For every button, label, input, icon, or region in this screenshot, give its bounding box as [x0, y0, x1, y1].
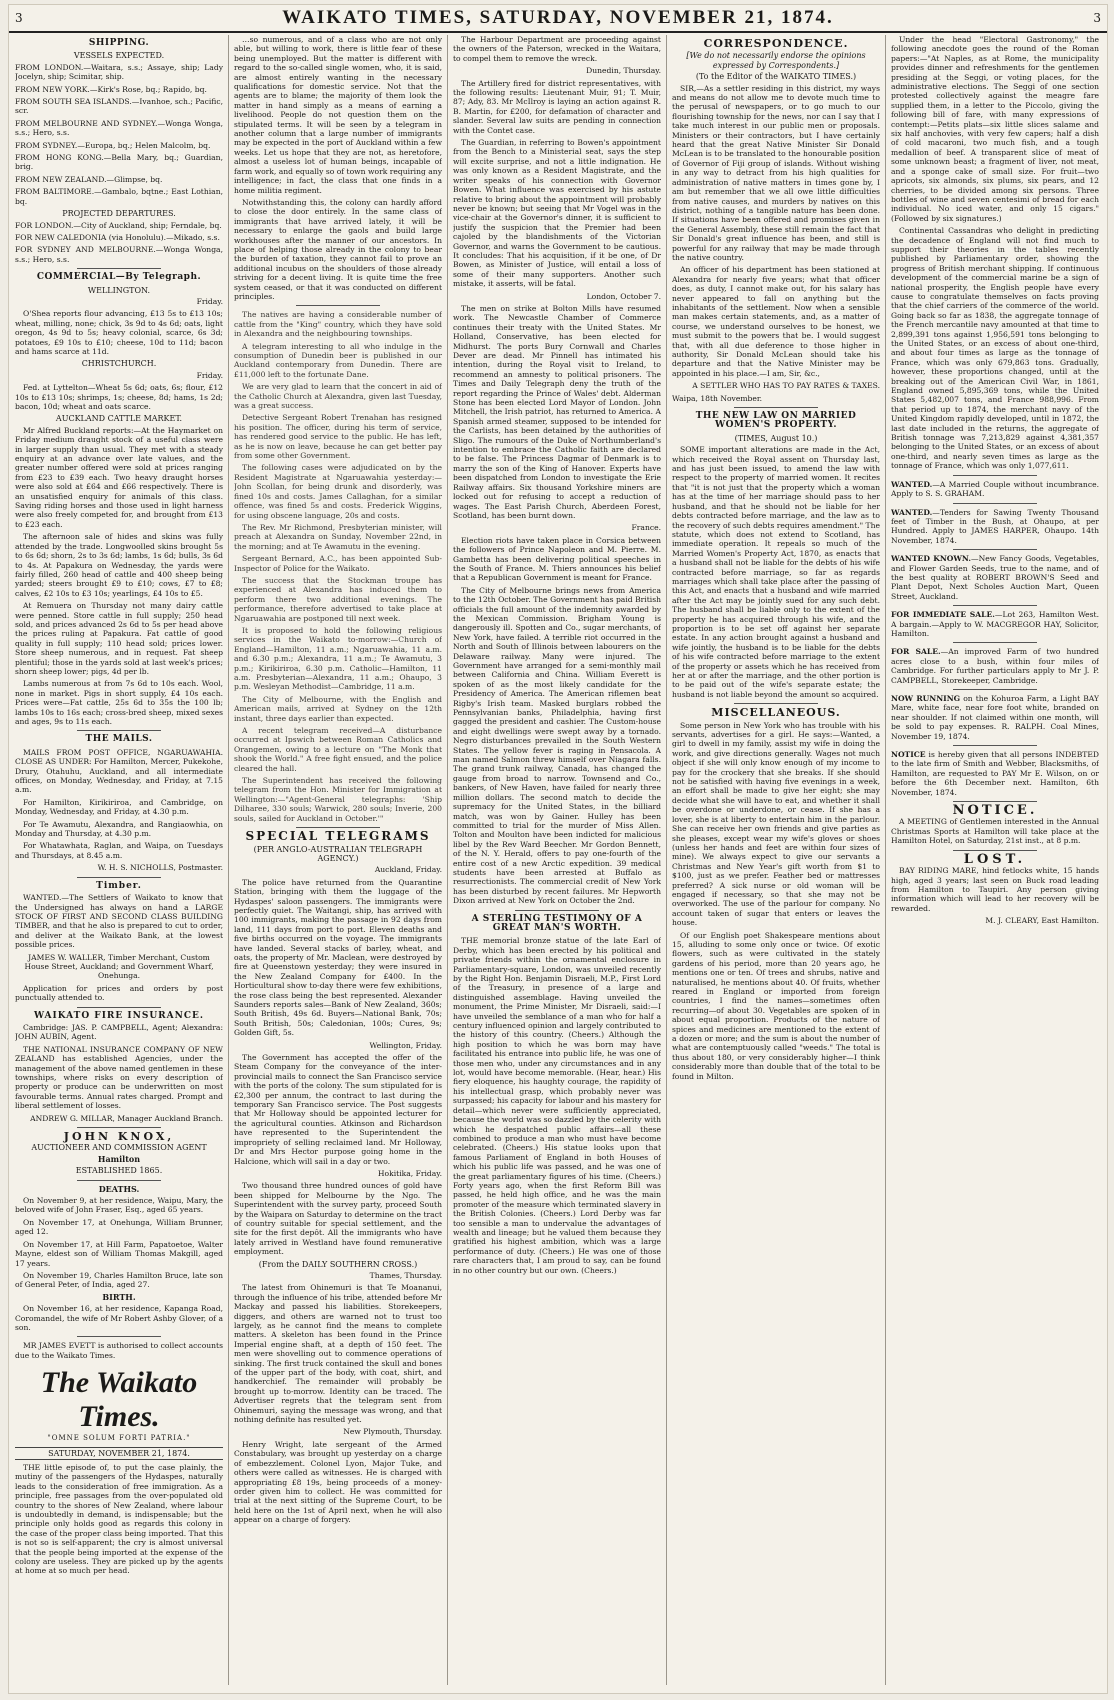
telegrams-subheading: (PER ANGLO-AUSTRALIAN TELEGRAPH AGENCY.)	[253, 844, 423, 863]
telegram-paragraph: The Artillery fired for district representatives, with the following results: Lieutenant Muir, 91; T. Muir, 87; Ady, 83. Mr McIlroy is laying an action against R. B. Martin, for £200, for defamation of character and slander. Several law suits are pending in connection with the Contet case.	[453, 78, 661, 135]
divider	[296, 827, 379, 828]
telegram-paragraph: The latest from Ohinemuri is that Te Moananui, through the influence of his tribe, attended before Mr Mackay and passed his liabilities. Storekeepers, diggers, and others are warned not to trust too largely, as he cannot find the means to complete matters. A skeleton has been found in the Prince Imperial engine shaft, at a depth of 150 feet. The men were shovelling out to commence operations of sinking. The first truck contained the skull and bones of the upper part of the body, with coat, shirt, and handkerchief. The remainder will probably be brought up to-morrow. Identity can be traced. The Advertiser regrets that the telegram sent from Ohinemuri, saying the message was wrong, and that nothing definite has resulted yet.	[234, 1283, 442, 1425]
timber-ad: WANTED.—The Settlers of Waikato to know that the Undersigned has always on hand a LARGE STOCK OF FIRST AND SECOND CLASS BUILDING TIMBER, and that he also is prepared to cut to order, and deliver at the Waikato Bank, at the lowest possible prices.	[15, 893, 223, 950]
projected-departures-heading: PROJECTED DEPARTURES.	[62, 209, 176, 219]
vessel-entry: FROM BALTIMORE.—Gambalo, bqtne.; East Lothian, bq.	[15, 187, 223, 206]
dateline: Friday.	[196, 296, 223, 306]
divider	[734, 407, 817, 408]
divider	[953, 475, 1036, 476]
issue-dateline: SATURDAY, NOVEMBER 21, 1874.	[15, 1447, 223, 1460]
knox-established: ESTABLISHED 1865.	[75, 1166, 163, 1176]
column-rule	[447, 35, 448, 1685]
dateline: France.	[631, 523, 661, 533]
newspaper-page	[8, 4, 1108, 1694]
leader-paragraph: …so numerous, and of a class who are not only able, but willing to work, there is little fear of these being unemployed. But the matter is different with regard to the so-called single women, who, it is said, are almost entirely wanting in the necessary qualifications for domestic service. Not that the agents are to blame; the majority of them look the matter in hand simply as a means of earning a livelihood. People do not question them on the stipulated terms. It will be seen by a telegram in another column that a large number of immigrants may be expected in the port of Auckland within a few weeks. Let us hope that they are not, as heretofore, almost a useless lot of human beings, incapable of farm work, and equally so of town work requiring any intelligence; in fact, the class that one finds in a home militia regiment.	[234, 35, 442, 195]
masthead	[9, 5, 1107, 33]
dateline: Thames, Thursday.	[369, 1270, 442, 1280]
correspondence-note: [We do not necessarily endorse the opinions expressed by Correspondents.]	[686, 51, 866, 70]
divider	[77, 268, 160, 269]
mails-paragraph: For Hamilton, Kirikiriroa, and Cambridge, on Monday, Wednesday, and Friday, at 4.30 p.m.	[15, 797, 223, 817]
classified-ad: WANTED.—A Married Couple without incumbrance. Apply to S. S. GRAHAM.	[891, 479, 1099, 499]
news-item: A recent telegram received—A disturbance occurred at Ipswich between Roman Catholics and Orangemen, owing to a lecture on "The Monk that shook the World." A free fight ensued, and the police cleared the hall.	[234, 726, 442, 773]
married-women-source: (TIMES, August 10.)	[734, 433, 818, 443]
article-paragraph: SOME important alterations are made in the Act, which received the Royal assent on Thursday last, and has just been issued, to amend the law with respect to the property of married women. It recites that "it is not just that the property which a woman has at the time of her marriage should pass to her husband, and that he should not be liable for her debts contracted before marriage, and the law as to the recovery of such debts requires amendment." The statute, which does not extend to Scotland, has immediate operation. It repeals so much of the Married Women's Property Act, 1870, as enacts that a husband shall not be liable for the debts of his wife contracted before marriage, so far as regards marriages which shall take place after the passing of this Act, and enacts that a husband and wife married after the Act may be jointly sued for any such debt. The husband shall be liable only to the extent of the property he has acquired through his wife, and the proportion is to be set off against her separate estate. In any action brought against a husband and wife jointly, the husband is to be liable for the debts of his wife contracted before marriage to the extent of the property or assets which he has received from her at or after the marriage, and the other portion is to be paid out of the wife's separate estate; the husband is not liable beyond the amount so acquired.	[672, 445, 880, 699]
classified-ad: FOR IMMEDIATE SALE.—Lot 263, Hamilton West. A bargain.—Apply to W. MACGREGOR HAY, Solicitor, Hamilton.	[891, 610, 1099, 638]
dateline: Auckland, Friday.	[374, 865, 442, 875]
fire-agents: Cambridge: JAS. P. CAMPBELL, Agent; Alexandra: JOHN AUBIN, Agent.	[15, 1022, 223, 1042]
lost-text: BAY RIDING MARE, hind fetlocks white, 15 hands high, aged 3 years; last seen on Buck road leading from Hamilton to Taupiri. Any person giving information which will lead to her recovery will be rewarded.	[891, 866, 1099, 913]
news-item: The Rev. Mr Richmond, Presbyterian minister, will preach at Alexandra on Sunday, November 22nd, in the morning; and at Te Awamutu in the evening.	[234, 522, 442, 551]
telegrams-heading: SPECIAL TELEGRAMS	[245, 829, 431, 844]
news-item: It is proposed to hold the following religious services in the Waikato to-morrow:—Church of England—Hamilton, 11 a.m.; Ngaruawahia, 11 a.m. and 6.30 p.m.; Alexandra, 11 a.m.; Te Awamutu, 3 p.m.; Kirikiriroa, 6.30 p.m. Catholic—Hamilton, 11 a.m. Presbyterian—Alexandra, 11 a.m.; Ohaupo, 3 p.m. Wesleyan Methodist—Cambridge, 11 a.m.	[234, 625, 442, 692]
divider	[296, 305, 379, 306]
evett-notice: MR JAMES EVETT is authorised to collect accounts due to the Waikato Times.	[15, 1341, 223, 1360]
dateline: London, October 7.	[586, 291, 661, 301]
death-notice: On November 9, at her residence, Waipu, Mary, the beloved wife of John Fraser, Esq., aged 65 years.	[15, 1196, 223, 1215]
death-notice: On November 17, at Hill Farm, Papatoetoe, Walter Mayne, eldest son of William Thomas Makgill, aged 17 years.	[15, 1239, 223, 1268]
news-item: The success that the Stockman troupe has experienced at Alexandra has induced them to perform there two additional evenings. The performance, therefore advertised to take place at Ngaruawahia are postponed till next week.	[234, 575, 442, 623]
article-paragraph: Continental Cassandras who delight in predicting the decadence of England will not find much to support their theories in the tables recently published by Parliamentary order, showing the progress of British merchant shipping. If continuous development of the commercial marine be a sign of national prosperity, the English people have every cause to congratulate themselves on facts proving that the chief carriers of the commerce of the world. Going back so far as 1838, the aggregate tonnage of the French mercantile navy amounted at that time to 2,899,391 tons against 1,956,591 tons belonging to the United States, or an excess of about one-third, and about four times as large as the tonnage of France, which was only 679,863 tons. Gradually, however, these proportions changed, until at the breaking out of the American Civil War, in 1861, England owned 5,895,369 tons, while the United States 5,482,007 tons, and France 988,996. From that period up to 1874, the merchant navy of the United Kingdom rapidly developed, until in 1872, the last date included in the returns, the aggregate of British tonnage was 7,213,829 against 4,381,357 belonging to the United States, or an excess of about one-third, and nearly seven times as large as the tonnage of France, which was only 1,077,611.	[891, 226, 1099, 471]
divider	[734, 703, 817, 704]
page-number-left: 3	[15, 11, 23, 25]
classified-ad: FOR SALE.—An improved Farm of two hundred acres close to a bush, within four miles of Cambridge. For further particulars apply to Mr J. P. CAMPBELL, Storekeeper, Cambridge.	[891, 647, 1099, 685]
leader-paragraph: Notwithstanding this, the colony can hardly afford to close the door entirely. In the same class of immigrants that have arrived lately, it will be necessary to enlarge the gaols and build large workhouses after the manner of our ancestors. In place of helping those already in the colony to bear the burden of taxation, they cannot fail to prove an additional incubus on the shoulders of those already striving for a decent living. It is quite time the free system ceased, or that it was conducted on different principles.	[234, 197, 442, 301]
column-4	[672, 35, 880, 1685]
letter-paragraph: SIR,—As a settler residing in this district, my ways and means do not allow me to devote much time to the perusal of newspapers, or to go much to our flourishing township for the news, nor can I say that I take much interest in our public men or proposals. Ministers or their contractors, but I have certainly heard that the great Native Minister Sir Donald McLean is to be translated to the honourable position of Governor of Fiji group of islands. Without wishing in any way to detract from his high qualities for administration of native matters in times gone by, I am but remember that we all owe little difficulties from native causes, and murders by natives on this district, nothing of a tangible nature has been done. If situations have been offered and promises given in the General Assembly, these still remain the fact that Sir Donald's great influence has been, and still is powerful for any railway that may be made through the native country.	[672, 83, 880, 262]
telegram-paragraph: Two thousand three hundred ounces of gold have been shipped for Melbourne by the Ngo. The Superintendent with the survey party, proceed South by the Waipara on Saturday to determine on the tract of country suitable for special settlement, and the site for the first depôt. All the immigrants who have lately arrived in Westland have found remunerative employment.	[234, 1181, 442, 1257]
market-report: Fed. at Lyttelton—Wheat 5s 6d; oats, 6s; flour, £12 10s to £13 10s; shrimps, 1s; cheese, 8d; hams, 1s 2d; bacon, 10d; wheat and oats scarce.	[15, 383, 223, 411]
column-2	[234, 35, 442, 1685]
departure-entry: FOR SYDNEY AND MELBOURNE.—Wonga Wonga, s.s.; Hero, s.s.	[15, 245, 223, 264]
notice-heading: NOTICE.	[952, 803, 1038, 819]
article-paragraph: Some person in New York who has trouble with his servants, advertises for a girl. He says:—Wanted, a girl to dwell in my family, assist my wife in doing the work, and give directions generally. Wages not much object if she will only know enough of my income to pay for the crockery that she breaks. If she should not be satisfied with having five evenings in a week, an effort shall be made to give her eight; she may decide what she will have to eat, and whether it shall be overdone or underdone, or cease. If she has a lover, she is at liberty to entertain him in the parlour. She can receive her own friends and give parties as she pleases, except wear my wife's gloves or shoes (unless her hands and feet are within four sizes of mine). We always expect to give our servants a Christmas and New Year's gift worth from $1 to $100, just as we prefer. Feather bed or mattresses preferred? A sick nurse or old woman will be engaged if necessary, so that she may not be overworked. The use of the parlour for company. No account taken of sugar that enters or leaves the house.	[672, 720, 880, 928]
vessel-entry: FROM LONDON.—Waitara, s.s.; Assaye, ship; Lady Jocelyn, ship; Scimitar, ship.	[15, 62, 223, 82]
divider	[953, 745, 1036, 746]
classified-ad: WANTED.—Tenders for Sawing Twenty Thousand feet of Timber in the Bush, at Ohaupo, at per Hundred. Apply to JAMES HARPER, Ohaupo. 14th November, 1874.	[891, 507, 1099, 545]
divider	[953, 801, 1036, 802]
nameplate-motto: "OMNE SOLUM FORTI PATRIA."	[47, 1434, 191, 1443]
market-report: O'Shea reports flour advancing, £13 5s to £13 10s; wheat, milling, none; chick, 3s 9d to 4s 6d; oats, light oregon, 4s 9d to 5s; heavy colonial, scarce, 6s 3d; potatoes, £9 10s to £10; cheese, 10d to 11d; bacon and hams scarce at 11d.	[15, 309, 223, 356]
column-5	[891, 35, 1099, 1685]
classified-ad: NOW RUNNING on the Kohuroa Farm, a Light BAY Mare, white face, near fore foot white, branded on near shoulder. If not claimed within one month, will be sold to pay expenses. R. RALPH. Coal Mines, November 19, 1874.	[891, 694, 1099, 741]
divider	[77, 1336, 160, 1337]
cattle-report-paragraph: Mr Alfred Buckland reports:—At the Haymarket on Friday medium draught stock of a useful class were in larger supply than usual. They met with a steady enquiry at an advance over late values, and the greater number offered were sold at prices ranging from £23 to £39 each. Two heavy draught horses were also sold at £64 and £66 respectively. There is an unsatisfied enquiry for animals of this class. Saving riding horses and those used in light harness were also freely competed for, and brought from £13 to £23 each.	[15, 425, 223, 529]
lost-signature: M. J. CLEARY, East Hamilton.	[985, 916, 1099, 926]
timber-heading: Timber.	[96, 880, 142, 891]
knox-place: Hamilton	[97, 1153, 141, 1164]
dateline: Wellington, Friday.	[369, 1040, 442, 1050]
column-rule	[228, 35, 229, 1685]
departure-entry: FOR NEW CALEDONIA (via Honolulu).—Mikado, s.s.	[15, 232, 220, 242]
article-paragraph: Of our English poet Shakespeare mentions about 15, alluding to some only once or twice. Of exotic flowers, such as were cultivated in the stately gardens of his period, more than 20 years ago, he mentions one or ten. Of trees and shrubs, native and naturalised, he mentions about 40. Of fruits, whether reared in England or imported from foreign countries, I find the names—sometimes often recurring—of about 30. Vegetables are spoken of in about equal proportion. Products of the nature of spices and medicines are mentioned to the extent of a dozen or more; and the sum is about the number of what are contemptuously called "weeds." The total is thus about 180, or very considerably higher—I think considerably more than double that of the total to be found in Milton.	[672, 930, 880, 1081]
news-item: The following cases were adjudicated on by the Resident Magistrate at Ngaruawahia yesterday:—John Scollan, for being drunk and disorderly, was fined 10s and costs. James Callaghan, for a similar offence, was fined 5s and costs. Frederick Wiggins, for using obscene language, 20s and costs.	[234, 463, 442, 520]
commercial-heading: COMMERCIAL—By Telegraph.	[36, 272, 202, 283]
divider	[953, 850, 1036, 851]
telegram-paragraph: Henry Wright, late sergeant of the Armed Constabulary, was brought up yesterday on a charge of embezzlement. Colonel Lyon, Major Tuke, and others were called as witnesses. He is charged with appropriating £8 19s, being proceeds of a money-order given him to collect. He was committed for trial at the next sitting of the Supreme Court, to be held here on the 1st of April next, when he will also appear on a charge of forgery.	[234, 1439, 442, 1525]
news-item: Detective Sergeant Robert Trenahan has resigned his position. The officer, during his term of service, has rendered good service to the public. He has left, as he is now on leave, because he can get better pay from some other Government.	[234, 413, 442, 461]
notice-text: A MEETING of Gentlemen interested in the Annual Christmas Sports at Hamilton will take place at the Hamilton Hotel, on Saturday, 21st inst., at 8 p.m.	[891, 817, 1099, 846]
column-3	[453, 35, 661, 1685]
death-notice: On November 19, Charles Hamilton Bruce, late son of General Peter, of India, aged 27.	[15, 1270, 223, 1290]
telegram-paragraph: The men on strike at Bolton Mills have resumed work. The Newcastle Chamber of Commerce continues their treaty with the United States. Mr Holland, Conservative, has been elected for Midhurst. The ports Bury Cornwall and Charles Dever are dead. Mr Pinnell has intimated his intention, during the Royal visit to Ireland, to recommend an amnesty to political prisoners. The Times and Daily Telegraph deny the truth of the report regarding the Prince of Wales' debt. Alderman Stone has been elected Lord Mayor of London. John Mitchell, the Irish patriot, has returned to America. A Spanish armed steamer, supposed to be intended for the Carlists, has been detained by the authorities of Sligo. The rumours of the Duke of Northumberland's intention to embrace the Catholic faith are declared to be false. The Princess Dagmar of Denmark is to marry the son of the King of Hanover. Experts have been dispatched from London to investigate the Erie Railway affairs. Six thousand Yorkshire miners are locked out for refusing to accept a reduction of wages. The East Parish Church, Aberdeen Forest, Scotland, has been burnt down.	[453, 303, 661, 520]
vessel-entry: FROM SOUTH SEA ISLANDS.—Ivanhoe, sch.; Pacific, scr.	[15, 97, 223, 116]
divider	[953, 642, 1036, 643]
news-item: The Superintendent has received the following telegram from the Hon. Minister for Immigration at Wellington:—"Agent-General telegraphs: 'Ship Dilharee, 330 souls; Warwick, 280 souls; Inverie, 200 souls, sailed for Auckland in October.'"	[234, 776, 442, 823]
timber-note: Application for prices and orders by post punctually attended to.	[15, 983, 223, 1003]
column-1	[15, 35, 223, 1685]
news-item: A telegram interesting to all who indulge in the consumption of Dunedin beer is published in our Auckland contemporary from Dunedin. There are £11,000 left to the fortunate Dane.	[234, 341, 442, 379]
dateline: Hokitika, Friday.	[377, 1168, 442, 1178]
vessel-entry: FROM MELBOURNE AND SYDNEY.—Wonga Wonga, s.s.; Hero, s.s.	[15, 118, 223, 138]
shipping-heading: SHIPPING.	[88, 38, 150, 48]
mails-heading: THE MAILS.	[85, 734, 153, 745]
divider	[77, 730, 160, 731]
miscellaneous-heading: MISCELLANEOUS.	[711, 706, 841, 720]
news-item: The natives are having a considerable number of cattle from the "King" country, which they have sold in Alexandra and the neighbouring townships.	[234, 310, 442, 339]
telegram-paragraph: The Guardian, in referring to Bowen's appointment from the Bench to a Ministerial seat, says the step will excite surprise, and not a little indignation. He was only known as a Resident Magistrate, and the writer speaks of his connection with Governor Bowen. What influence was exercised by his astute relative to bring about the appointment will probably never be known; but seeing that Mr Vogel was in the vice-chair at the Governor's dinner, it is sufficient to justify the suspicion that the Premier had been cajoled by the blandishments of the Victorian Governor, and warns the Government to be cautious. It concludes: That his acquisition, if it be one, of Dr Bowen, as Minister of Justice, will entail a loss of some of their many supporters. Another such mistake, it asserts, will be fatal.	[453, 138, 661, 289]
telegram-paragraph: Election riots have taken place in Corsica between the followers of Prince Napoleon and M. Pierre. M. Gambetta has been delivering political speeches in the South of France. M. Thiers announces his belief that a Republican Government is meant for France.	[453, 535, 661, 583]
divider	[953, 605, 1036, 606]
postmaster-signature: W. H. S. NICHOLLS, Postmaster.	[97, 863, 223, 873]
cattle-report-paragraph: At Remuera on Thursday not many dairy cattle were penned. Store cattle in full supply; 250 head sold, and prices advanced 2s 6d to 5s per head above the prices ruling at Papakura. Fat cattle of good quality in full supply; 110 head sold; prices lower. Store sheep numerous, and in request. Fat sheep plentiful; those in the yards sold at last week's prices; shorn sheep lower; pigs, 4d per lb.	[15, 601, 223, 676]
timber-signature: JAMES W. WALLER, Timber Merchant, Custom House Street, Auckland; and Government Wharf, Onehunga.	[24, 952, 214, 981]
column-rule	[885, 35, 886, 1685]
masthead-title: WAIKATO TIMES, SATURDAY, NOVEMBER 21, 1874.	[282, 7, 834, 28]
news-item: The City of Melbourne, with the English and American mails, arrived at Sydney on the 12th instant, three days earlier than expected.	[234, 694, 442, 723]
mails-paragraph: For Whatawhata, Raglan, and Waipa, on Tuesdays and Thursdays, at 8.45 a.m.	[15, 841, 223, 860]
divider	[77, 1180, 160, 1181]
classified-ad: NOTICE is hereby given that all persons INDEBTED to the late firm of Smith and Webber, Blacksmiths, of Hamilton, are requested to PAY Mr E. Wilson, on or before the 6th December next. Hamilton, 6th November, 1874.	[891, 750, 1099, 797]
leader-paragraph: THE little episode of, to put the case plainly, the mutiny of the passengers of the Hydaspes, naturally leads to the consideration of free immigration. As a principle, free passages from the over-populated old country to the shores of New Zealand, where labour is undoubtedly in demand, is indispensable; but the principle only holds good as regards this colony in the case of the proper class being imported. That this is not so is self-apparent; the cry is almost universal that the people being imported at the expense of the colony are useless. They are picked up by the agents at home at so much per head.	[15, 1462, 223, 1576]
southern-cross-heading: (From the DAILY SOUTHERN CROSS.)	[258, 1259, 418, 1269]
knox-title: AUCTIONEER AND COMMISSION AGENT	[31, 1143, 207, 1153]
sterling-heading: A STERLING TESTIMONY OF A GREAT MAN'S WORTH.	[471, 913, 643, 933]
telegram-paragraph: The police have returned from the Quarantine Station, bringing with them the luggage of the Hydaspes' saloon passengers. The immigrants were perfectly quiet. The Waitangi, ship, has arrived with 100 immigrants, making the passage in 92 days from land, 111 days from port to port. Eleven deaths and five births occurred on the voyage. The immigrants have landed. Several stacks of barley, wheat, and oats, the property of Mr. Maclean, were destroyed by fire at Queenstown yesterday; they were insured in the New Zealand Company for £400. In the Horticultural show to-day there were few exhibitions, the rose class being the best represented. Alexander Saunders reports sales—Bank of New Zealand, 360s; South British, 49s 6d. Buyers—National Bank, 70s; South British, 50s; Caledonian, 100s; Cures, 9s; Golden Gift, 5s.	[234, 877, 442, 1038]
classified-ad: WANTED KNOWN.—New Fancy Goods, Vegetables, and Flower Garden Seeds, true to the name, and of the best quality at ROBERT BROWN'S Seed and Plant Depot, Next Scholes Auction Mart, Queen Street, Auckland.	[891, 554, 1099, 601]
deaths-heading: DEATHS.	[98, 1183, 140, 1194]
article-paragraph: Under the head "Electoral Gastronomy," the following anecdote goes the round of the Roman papers:—"At Naples, as at Rome, the municipality provides dinner and refreshments for the gentlemen presiding at the Seggi, or voting places, for the administrative elections. The Seggi of one section protested collectively against the meagre fare supplied them, in a letter to the Piccolo, giving the following bill of fare, with many expressions of contempt:—Petits plats—six little slices salame and six half anchovies, with very few capers; half a dish of cold macaroni, two much fish, and a tough medallion of beef. A transparent slice of meat of some unknown beast; a fragment of liver, not meat, and a sponge cake of small size. For fruit—two apricots, six almonds, six plums, six pears, and 12 cherries, to be divided among six persons. Three bottles of wine and seven centesimi of bread for each individual. No iced water, and only 15 cigars." (Followed by six signatures.)	[891, 35, 1099, 223]
letter-date: Waipa, 18th November.	[672, 393, 763, 403]
correspondence-heading: CORRESPONDENCE.	[703, 37, 849, 50]
divider	[77, 1127, 160, 1128]
cattle-report-paragraph: The afternoon sale of hides and skins was fully attended by the trade. Longwoolled skins brought 5s to 6s 6d; shorn, 2s to 3s 6d; lambs, 1s 6d; bulls, 3s 6d to 4s. At Papakura on Wednesday, the yards were fairly filled, 260 head of cattle and 400 sheep being yarded; steers brought £9 to £10; cows, £7 to £8; calves, £2 10s to £3 10s; yearlings, £4 10s to £5.	[15, 532, 223, 598]
dateline: Friday.	[196, 370, 223, 380]
vessel-entry: FROM NEW YORK.—Kirk's Rose, bq.; Rapido, bq.	[15, 84, 207, 94]
fire-insurance-heading: WAIKATO FIRE INSURANCE.	[33, 1010, 205, 1021]
insurance-signature: ANDREW G. MILLAR, Manager Auckland Branch.	[30, 1113, 223, 1123]
knox-name: JOHN KNOX,	[63, 1130, 175, 1144]
vessel-entry: FROM NEW ZEALAND.—Glimpse, bq.	[15, 174, 163, 184]
news-item: We are very glad to learn that the concert in aid of the Catholic Church at Alexandra, given last Tuesday, was a great success.	[234, 382, 442, 411]
telegram-paragraph: The Harbour Department are proceeding against the owners of the Paterson, wrecked in the Waitara, to compel them to remove the wreck.	[453, 35, 661, 63]
lost-heading: LOST.	[963, 851, 1027, 867]
cattle-market-heading: AUCKLAND CATTLE MARKET.	[55, 414, 183, 424]
telegram-paragraph: The City of Melbourne brings news from America to the 12th October. The Government has paid British officials the full amount of the indemnity awarded by the Mexican Commission. Brigham Young is dangerously ill. Spotten and Co., sugar merchants, of New York, have failed. A terrible riot occurred in the North and South of Illinois between labourers on the Delaware railway. Many were injured. The Government have arranged for a semi-monthly mail between California and China. William Everett is spoken of as the most likely candidate for the Presidency of America. The American riflemen beat Rigby's Irish team. Masked burglars robbed the Pennsylvanian banks, Philadelphia, having first gagged the president and cashier. The Custom-house and eight dwellings were swept away by a tornado. Negro disturbances prevailed in the South Western States. The yellow fever is raging in Pensacola. A man named Salmon threw himself over Niagara falls. The grand trunk railway, Canada, has changed the gauge from broad to narrow. Townsend and Co., bankers, of New Haven, have failed for nearly three million dollars. The second match to decide the supremacy for the United States, in the billiard match, was won by Gainer. Hulley has been committed to trial for the murder of Miss Allen. Tolton and Moulton have been indicted for malicious libel by the Rev Ward Beecher. Mr Gordon Bennett, of the N. Y. Herald, offers to pay one-fourth of the entire cost of a new Arctic expedition. 39 medical students have been arrested at Buffalo as resurrectionists. The commercial credit of New York has been disturbed by recent failures. Mr Hepworth Dixon arrived at New York on October the 2nd.	[453, 585, 661, 906]
vessel-entry: FROM SYDNEY.—Europa, bq.; Helen Malcolm, bq.	[15, 140, 211, 150]
letter-paragraph: An officer of his department has been stationed at Alexandra for nearly five years; what that officer does, as duty, I cannot make out, for his salary has never appeared to fall on anything but the inhabitants of the settlement. Now when a sensible man makes certain statements, and, as a matter of course, we understand ourselves to be honest, we must submit to the powers that be. I would suggest that, with all due deference to those higher in authority, Sir Donald McLean should take his departure and that the Native Minister may be appointed in his place.—I am, Sir, &c.,	[672, 265, 880, 378]
letter-signature: A SETTLER WHO HAS TO PAY RATES & TAXES.	[692, 381, 880, 391]
death-notice: On November 17, at Onehunga, William Brunner, aged 12.	[15, 1217, 223, 1237]
telegram-paragraph: The Government has accepted the offer of the Steam Company for the conveyance of the inter-provincial mails to connect the San Francisco service with the ports of the colony. The sum stipulated for is £2,300 per annum, the contract to last during the temporary San Francisco service. The Post suggests that Mr Holloway should be appointed lecturer for the agricultural counties. Atkinson and Richardson have represented to the Superintendent the impropriety of selling reclaimed land. Mr Holloway, Dr and Mrs Hector purpose going home in the Halcione, which will sail in a day or two.	[234, 1053, 442, 1166]
insurance-ad: THE NATIONAL INSURANCE COMPANY OF NEW ZEALAND has established Agencies, under the management of the above named gentlemen in these townships, where risks on every description of property or produce can be underwritten on most favourable terms. Annual rates charged. Prompt and liberal settlement of losses.	[15, 1044, 223, 1111]
mails-paragraph: MAILS FROM POST OFFICE, NGARUAWAHIA. CLOSE AS UNDER: For Hamilton, Mercer, Pukekohe, Drury, Otahuhu, Auckland, and all intermediate offices, on Monday, Wednesday, and Friday, at 7.15 a.m.	[15, 747, 223, 795]
page-number-right: 3	[1093, 11, 1101, 25]
divider	[953, 689, 1036, 690]
birth-heading: BIRTH.	[102, 1291, 136, 1302]
cattle-report-paragraph: Lambs numerous at from 7s 6d to 10s each. Wool, none in market. Pigs in short supply, £4 10s each. Prices were—Fat cattle, 25s 6d to 35s the 100 lb; lambs 10s to 16s each; cross-bred sheep, mixed sexes and ages, 9s to 11s each.	[15, 679, 223, 726]
divider	[953, 503, 1036, 504]
departure-entry: FOR LONDON.—City of Auckland, ship; Ferndale, bq.	[15, 220, 222, 230]
mails-paragraph: For Te Awamutu, Alexandra, and Rangiaowhia, on Monday and Thursday, at 4.30 p.m.	[15, 819, 223, 839]
dateline: Dunedin, Thursday.	[586, 66, 661, 76]
christchurch-heading: CHRISTCHURCH.	[81, 359, 157, 369]
divider	[953, 549, 1036, 550]
birth-notice: On November 16, at her residence, Kapanga Road, Coromandel, the wife of Mr Robert Ashby Glover, of a son.	[15, 1304, 223, 1332]
divider	[515, 910, 598, 911]
newspaper-nameplate: The Waikato Times.	[40, 1366, 198, 1434]
vessel-entry: FROM HONG KONG.—Bella Mary, bq.; Guardian, brig.	[15, 153, 223, 172]
article-paragraph: THE memorial bronze statue of the late Earl of Derby, which has been erected by his political and private friends within the ornamental enclosure in Parliamentary-square, London, was unveiled recently by the Right Hon. Benjamin Disraeli, M.P., First Lord of the Treasury, in presence of a large and distinguished assemblage. Having unveiled the monument, the Prime Minister, Mr Disraeli, said:—I have unveiled the semblance of a man who for half a century influenced opinion and largely contributed to the history of this country. (Cheers.) Although the high position to which he was born may have facilitated his entrance into public life, he was one of those men who, under any circumstances and in any lot, would have become memorable. (Hear, hear.) His fiery eloquence, his haughty courage, the rapidity of his intellectual grasp, which probably never was surpassed; his capacity for labour and his mastery for detail—which never were sufficiently appreciated, because the world was so dazzled by the celerity with which he despatched public affairs—all these combined to produce a man who must have become celebrated. (Cheers.) His statue looks upon that famous Parliament of England in both Houses of which his public life was passed, and he was one of the great parliamentary figures of his time. (Cheers.) Forty years ago, when the first Reform Bill was passed, he held high office, and he was the main promoter of the measure which terminated slavery in the British Colonies. (Cheers.) Lord Derby was far too sensible a man to undervalue the advantages of wealth and lineage; but he valued them because they gratified his highest ambition, which was a large performance of duty. (Cheers.) He was one of those rare characters that, I am proud to say, can be found in no other country but our own. (Cheers.)	[453, 936, 661, 1275]
dateline: New Plymouth, Thursday.	[343, 1427, 442, 1437]
news-item: Sergeant Bernard, A.C., has been appointed Sub-Inspector of Police for the Waikato.	[234, 554, 442, 573]
divider	[77, 877, 160, 878]
correspondence-to: (To the Editor of the WAIKATO TIMES.)	[695, 72, 857, 82]
married-women-heading: THE NEW LAW ON MARRIED WOMEN'S PROPERTY.	[695, 411, 857, 431]
divider	[77, 1007, 160, 1008]
wellington-heading: WELLINGTON.	[87, 285, 151, 295]
vessels-expected-heading: VESSELS EXPECTED.	[73, 51, 165, 61]
column-rule	[666, 35, 667, 1685]
